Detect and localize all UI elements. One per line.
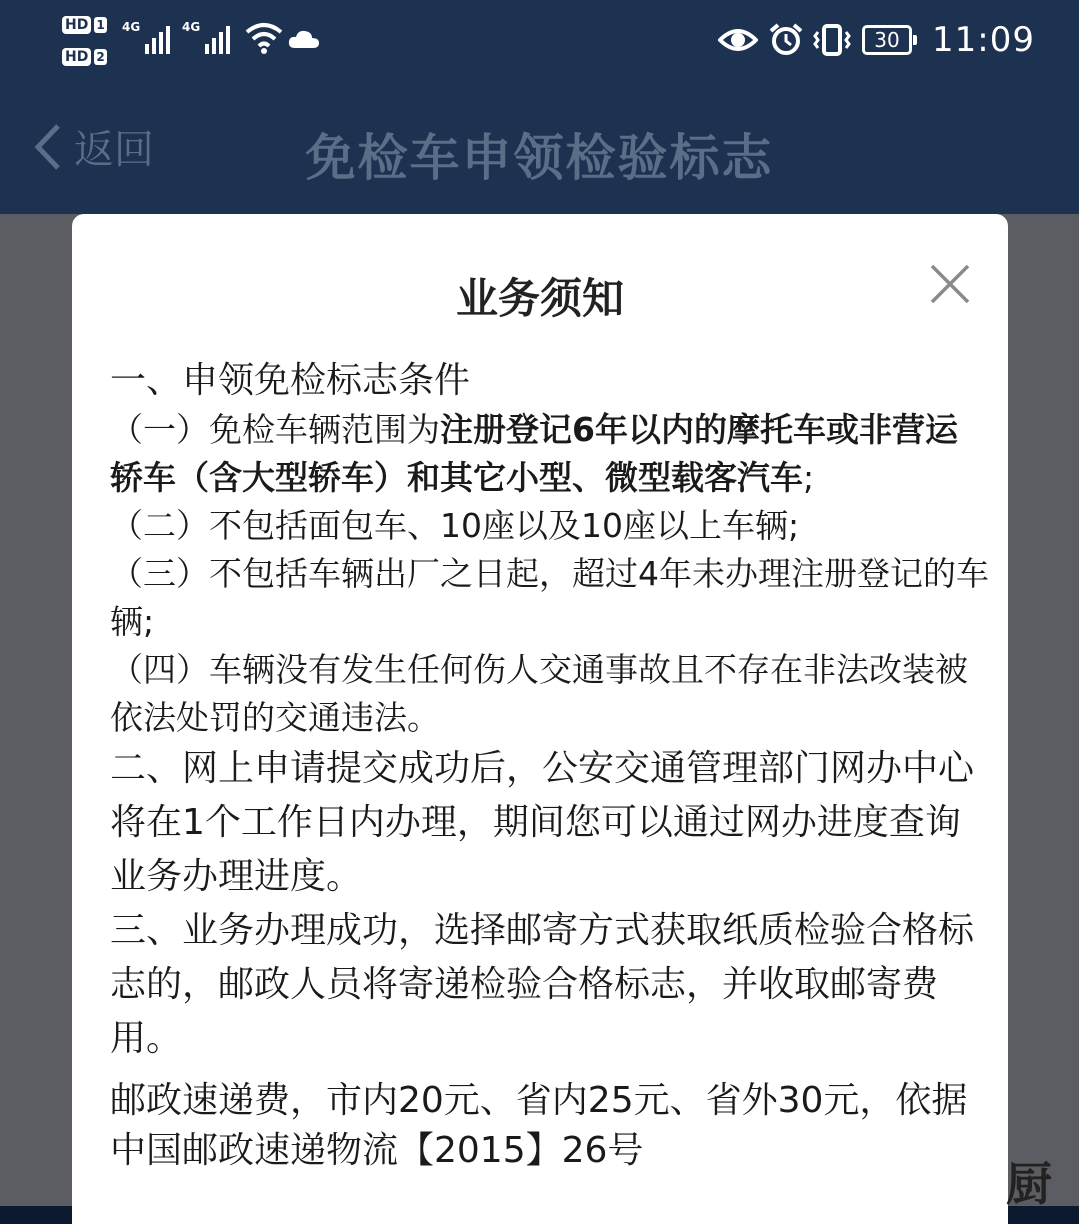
vibrate-icon [812, 22, 852, 58]
sim1-hd-label: HD [62, 16, 91, 34]
postage-fee-text: 邮政速递费，市内20元、省内25元、省外30元，依据中国邮政速递物流【2015】26号 [110, 1080, 968, 1171]
section1-item4: （四）车辆没有发生任何伤人交通事故且不存在非法改装被依法处罚的交通违法。 [110, 650, 968, 737]
item1-prefix: （一）免检车辆范围为 [110, 410, 440, 449]
sim1-number: 1 [96, 18, 105, 32]
sim2-number: 2 [96, 50, 105, 64]
sim2-indicator [62, 46, 110, 68]
watermark-text: 厨 [1006, 1157, 1052, 1211]
sim1-indicator [62, 14, 110, 36]
dialog-title: 业务须知 [455, 274, 624, 323]
section1-item3: （三）不包括车辆出厂之日起，超过4年未办理注册登记的车辆; [110, 554, 989, 641]
notice-dialog [72, 214, 1008, 1224]
status-clock: 11:09 [932, 20, 1035, 60]
back-label: 返回 [74, 127, 154, 173]
section1-item1 [110, 406, 990, 502]
close-icon[interactable] [928, 262, 972, 306]
wifi-icon [244, 20, 284, 56]
sim2-hd-label: HD [62, 48, 91, 66]
item1-suffix: ; [803, 458, 815, 497]
alarm-icon [768, 22, 804, 58]
section1-item2: （二）不包括面包车、10座以及10座以上车辆; [110, 506, 800, 545]
section1-heading: 一、申领免检标志条件 [110, 360, 471, 401]
status-bar [0, 0, 1079, 90]
section3-text: 三、业务办理成功，选择邮寄方式获取纸质检验合格标志的，邮政人员将寄递检验合格标志，并收取邮寄费用。 [110, 910, 975, 1059]
battery-level: 30 [874, 28, 900, 52]
battery-icon [862, 25, 912, 55]
eye-comfort-icon [718, 24, 758, 56]
network-type-1: 4G [122, 20, 141, 34]
network-type-2: 4G [182, 20, 201, 34]
dialog-content [110, 356, 990, 1176]
page-title: 免检车申领检验标志 [305, 129, 774, 187]
section2-text: 二、网上申请提交成功后，公安交通管理部门网办中心将在1个工作日内办理，期间您可以通过网办进度查询业务办理进度。 [110, 748, 975, 897]
signal-1-icon [122, 20, 170, 54]
item1-emphasis: 注册登记6年以内的摩托车或非营运轿车（含大型轿车）和其它小型、微型载客汽车 [110, 410, 958, 497]
cloud-icon [288, 28, 320, 50]
signal-2-icon [182, 20, 230, 54]
